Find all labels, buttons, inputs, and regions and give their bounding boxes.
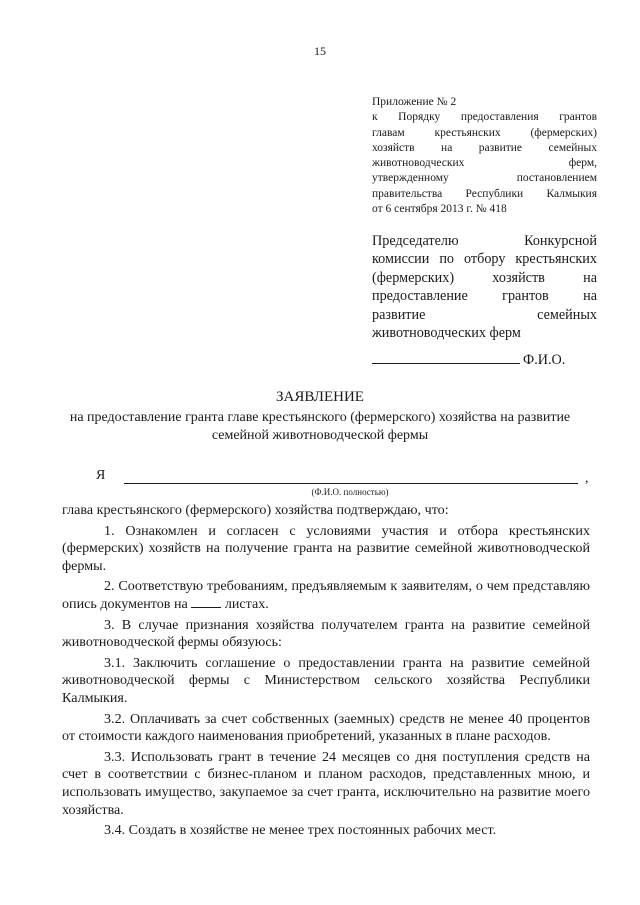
addressee-line: (фермерских) хозяйств на xyxy=(372,269,597,286)
fio-blank-line xyxy=(372,363,520,364)
clause-3-4: 3.4. Создать в хозяйстве не менее трех постоянных рабочих мест. xyxy=(104,822,497,839)
statement-body xyxy=(62,502,590,843)
annex-line: утвержденному постановлением xyxy=(372,172,597,185)
addressee-line: развитие семейных xyxy=(372,306,597,323)
addressee-line: Председателю Конкурсной xyxy=(372,233,597,249)
clause-3-2: 3.2. Оплачивать за счет собственных (заемных) средств не менее 40 процентов от стоимости каждого наименования приобретений, указанных в плане расходов. xyxy=(62,710,590,745)
addressee-line: животноводческих ферм xyxy=(372,325,521,342)
document-subtitle: на предоставление гранта главе крестьянского (фермерского) хозяйства на развитие семейной животноводческой фермы xyxy=(69,410,571,443)
fio-label: Ф.И.О. xyxy=(523,352,566,368)
annex-header xyxy=(372,95,597,217)
annex-line: главам крестьянских (фермерских) xyxy=(372,126,597,139)
addressee-block xyxy=(372,232,597,342)
clause-3-1: 3.1. Заключить соглашение о предоставлении гранта на развитие семейной животноводческой фермы с Министерством сельского хозяйства Республики Калмыкия. xyxy=(62,654,590,706)
annex-line: от 6 сентября 2013 г. № 418 xyxy=(372,203,507,216)
annex-line: правительства Республики Калмыкия xyxy=(372,187,597,200)
annex-line: Приложение № 2 xyxy=(372,96,457,108)
document-title: ЗАЯВЛЕНИЕ xyxy=(276,389,364,405)
sheets-count-blank xyxy=(191,607,221,608)
addressee-line: комиссии по отбору крестьянских xyxy=(372,251,597,268)
clause-2-text: 2. Соответствую требованиям, предъявляемым к заявителям, о чем представляю опись документов на xyxy=(62,578,590,612)
annex-line: животноводческих ферм, xyxy=(372,157,597,170)
clause-3: 3. В случае признания хозяйства получателем гранта на развитие семейной животноводческой фермы обязуюсь: xyxy=(62,616,590,651)
page-number: 15 xyxy=(314,44,326,58)
addressee-line: предоставление грантов на xyxy=(372,288,597,305)
annex-line: хозяйств на развитие семейных xyxy=(372,141,597,154)
applicant-caption: (Ф.И.О. полностью) xyxy=(311,487,389,497)
applicant-name-line xyxy=(124,483,578,484)
annex-line: к Порядку предоставления грантов xyxy=(372,111,597,124)
clause-2-end: листах. xyxy=(224,595,269,612)
clause-3-3: 3.3. Использовать грант в течение 24 месяцев со дня поступления средств на счет в соответствии с бизнес-планом и планом расходов, представленных мною, и использовать имущество, закупаемое за счет гранта, исключительно на развитие моего хозяйства. xyxy=(62,748,590,818)
applicant-prefix: Я xyxy=(96,468,106,483)
statement-intro: глава крестьянского (фермерского) хозяйства подтверждаю, что: xyxy=(62,502,449,518)
clause-2 xyxy=(62,578,590,613)
signature-fio xyxy=(372,352,565,369)
applicant-suffix: , xyxy=(585,471,589,486)
clause-1: 1. Ознакомлен и согласен с условиями участия и отбора крестьянских (фермерских) хозяйств на получение гранта на развитие семейной животноводческой фермы. xyxy=(62,522,590,574)
